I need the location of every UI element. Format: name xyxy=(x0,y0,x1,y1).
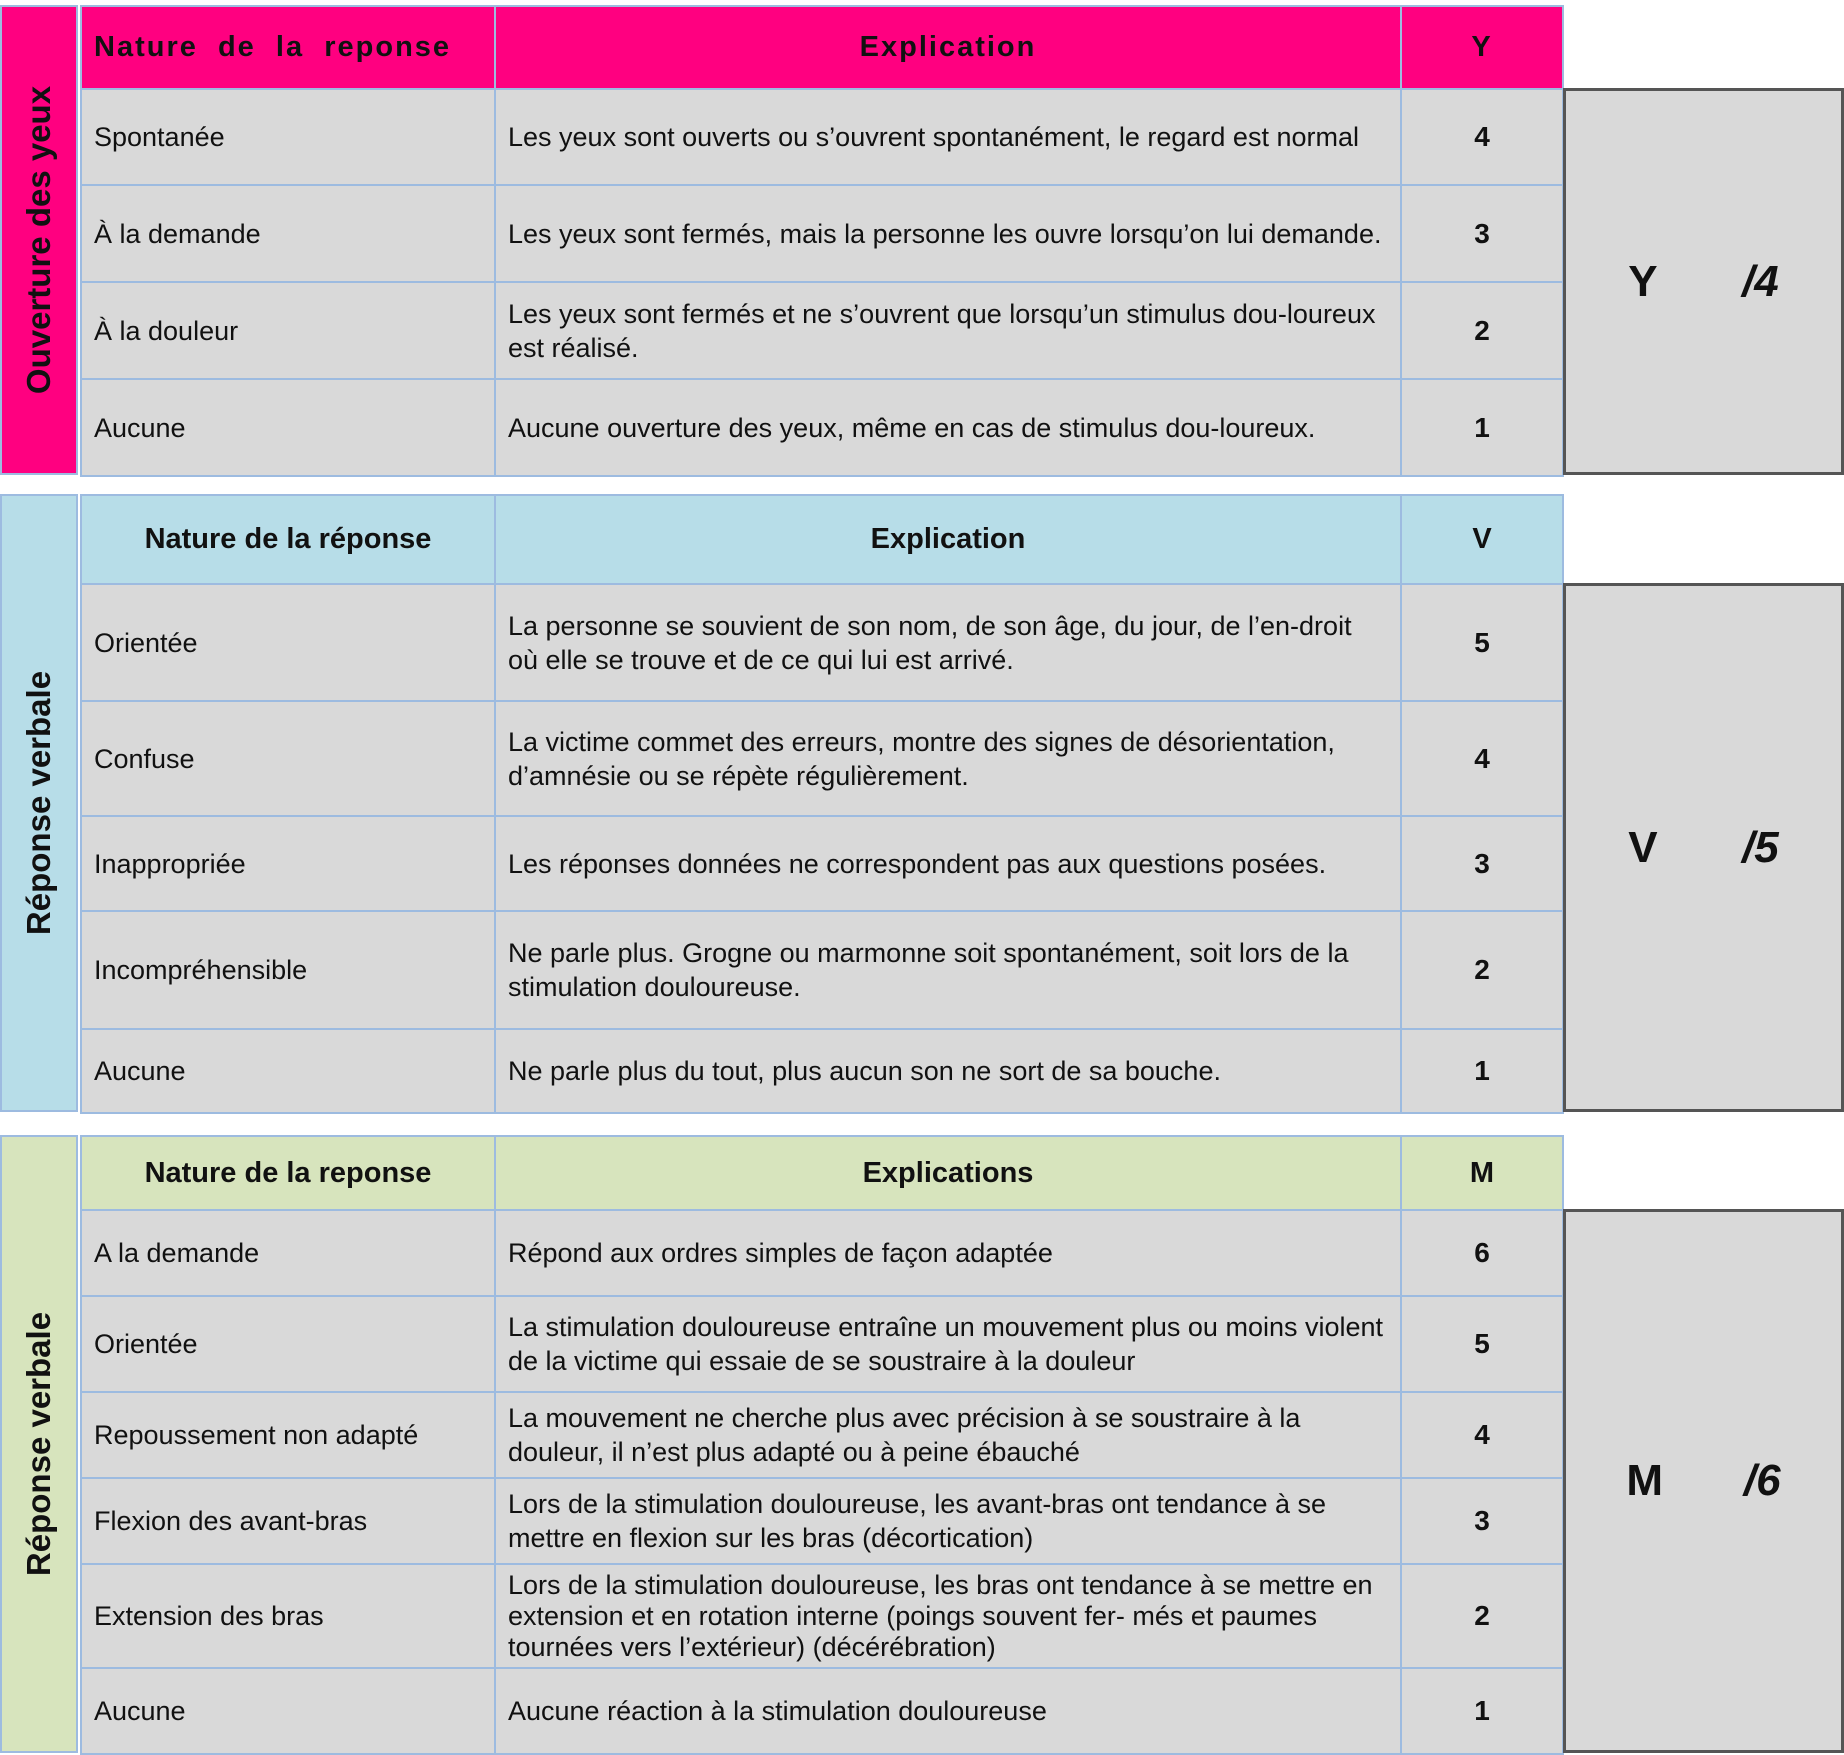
header-nature: Nature de la reponse xyxy=(81,1136,495,1210)
row-score: 4 xyxy=(1401,1392,1563,1478)
row-explication: Ne parle plus. Grogne ou marmonne soit spontanément, soit lors de la stimulation douloureuse. xyxy=(495,911,1401,1029)
row-score: 2 xyxy=(1401,911,1563,1029)
verbal-response-section xyxy=(0,494,1844,1112)
total-max: /5 xyxy=(1742,822,1779,872)
table-row xyxy=(81,816,1563,911)
table-header-row xyxy=(81,495,1563,584)
row-nature: Flexion des avant-bras xyxy=(81,1478,495,1564)
row-nature: Orientée xyxy=(81,1296,495,1392)
row-explication: Lors de la stimulation douloureuse, les avant-bras ont tendance à se mettre en flexion sur les bras (décortication) xyxy=(495,1478,1401,1564)
table-row xyxy=(81,1564,1563,1668)
header-score: Y xyxy=(1401,6,1563,89)
header-explication: Explications xyxy=(495,1136,1401,1210)
total-max: /4 xyxy=(1742,256,1779,306)
header-explication: Explication xyxy=(495,495,1401,584)
row-score: 5 xyxy=(1401,584,1563,701)
total-letter: M xyxy=(1626,1456,1664,1505)
table-header-row xyxy=(81,6,1563,89)
row-score: 1 xyxy=(1401,379,1563,476)
row-score: 4 xyxy=(1401,89,1563,185)
eye-opening-section xyxy=(0,5,1844,475)
row-score: 1 xyxy=(1401,1668,1563,1754)
side-label-text: Réponse verbale xyxy=(20,670,57,936)
table-row xyxy=(81,1210,1563,1296)
header-nature: Nature de la reponse xyxy=(81,6,495,89)
row-explication: Répond aux ordres simples de façon adaptée xyxy=(495,1210,1401,1296)
table-row xyxy=(81,1029,1563,1113)
row-explication: La stimulation douloureuse entraîne un mouvement plus ou moins violent de la victime qui essaie de se soustraire à la douleur xyxy=(495,1296,1401,1392)
header-explication: Explication xyxy=(495,6,1401,89)
row-nature: À la demande xyxy=(81,185,495,282)
row-explication: Les yeux sont ouverts ou s’ouvrent spontanément, le regard est normal xyxy=(495,89,1401,185)
header-score: V xyxy=(1401,495,1563,584)
row-score: 1 xyxy=(1401,1029,1563,1113)
row-nature: À la douleur xyxy=(81,282,495,379)
header-nature: Nature de la réponse xyxy=(81,495,495,584)
row-score: 2 xyxy=(1401,282,1563,379)
motor-response-table xyxy=(80,1135,1564,1755)
row-score: 3 xyxy=(1401,1478,1563,1564)
table-row xyxy=(81,701,1563,816)
side-label-text: Ouverture des yeux xyxy=(20,85,58,395)
table-row xyxy=(81,1296,1563,1392)
row-nature: Inappropriée xyxy=(81,816,495,911)
table-row xyxy=(81,911,1563,1029)
row-nature: Aucune xyxy=(81,1668,495,1754)
table-row xyxy=(81,185,1563,282)
row-explication: La mouvement ne cherche plus avec précision à se soustraire à la douleur, il n’est plus adapté ou à peine ébauché xyxy=(495,1392,1401,1478)
row-score: 5 xyxy=(1401,1296,1563,1392)
row-explication: Aucune ouverture des yeux, même en cas de stimulus dou-loureux. xyxy=(495,379,1401,476)
verbal-response-table xyxy=(80,494,1564,1114)
row-score: 6 xyxy=(1401,1210,1563,1296)
row-nature: A la demande xyxy=(81,1210,495,1296)
row-nature: Aucune xyxy=(81,1029,495,1113)
row-explication: La victime commet des erreurs, montre des signes de désorientation, d’amnésie ou se répète régulièrement. xyxy=(495,701,1401,816)
row-nature: Incompréhensible xyxy=(81,911,495,1029)
table-row xyxy=(81,282,1563,379)
row-score: 3 xyxy=(1401,185,1563,282)
table-row xyxy=(81,1392,1563,1478)
row-explication: Les yeux sont fermés et ne s’ouvrent que lorsqu’un stimulus dou-loureux est réalisé. xyxy=(495,282,1401,379)
row-explication: Lors de la stimulation douloureuse, les bras ont tendance à se mettre en extension et en rotation interne (poings souvent fer- més et paumes tournées vers l’extérieur) (décérébration) xyxy=(495,1564,1401,1668)
table-row xyxy=(81,89,1563,185)
row-explication: Ne parle plus du tout, plus aucun son ne sort de sa bouche. xyxy=(495,1029,1401,1113)
row-score: 2 xyxy=(1401,1564,1563,1668)
total-letter: V xyxy=(1628,822,1658,872)
row-nature: Repoussement non adapté xyxy=(81,1392,495,1478)
row-explication: Aucune réaction à la stimulation douloureuse xyxy=(495,1668,1401,1754)
row-score: 4 xyxy=(1401,701,1563,816)
total-score-box xyxy=(1563,583,1844,1112)
section-side-label xyxy=(0,5,78,475)
row-explication: Les yeux sont fermés, mais la personne les ouvre lorsqu’on lui demande. xyxy=(495,185,1401,282)
table-row xyxy=(81,1668,1563,1754)
total-score-box xyxy=(1563,1209,1844,1753)
row-nature: Confuse xyxy=(81,701,495,816)
row-nature: Aucune xyxy=(81,379,495,476)
row-score: 3 xyxy=(1401,816,1563,911)
side-label-text: Réponse verbale xyxy=(20,1311,57,1577)
motor-response-section xyxy=(0,1135,1844,1753)
row-explication: Les réponses données ne correspondent pas aux questions posées. xyxy=(495,816,1401,911)
total-score-box xyxy=(1563,88,1844,475)
table-row xyxy=(81,379,1563,476)
row-explication: La personne se souvient de son nom, de son âge, du jour, de l’en-droit où elle se trouve et de ce qui lui est arrivé. xyxy=(495,584,1401,701)
header-score: M xyxy=(1401,1136,1563,1210)
total-letter: Y xyxy=(1628,256,1658,306)
eye-opening-table xyxy=(80,5,1564,477)
total-max: /6 xyxy=(1743,1456,1781,1505)
table-row xyxy=(81,1478,1563,1564)
section-side-label xyxy=(0,494,78,1112)
row-nature: Extension des bras xyxy=(81,1564,495,1668)
table-row xyxy=(81,584,1563,701)
table-header-row xyxy=(81,1136,1563,1210)
row-nature: Orientée xyxy=(81,584,495,701)
section-side-label xyxy=(0,1135,78,1753)
row-nature: Spontanée xyxy=(81,89,495,185)
